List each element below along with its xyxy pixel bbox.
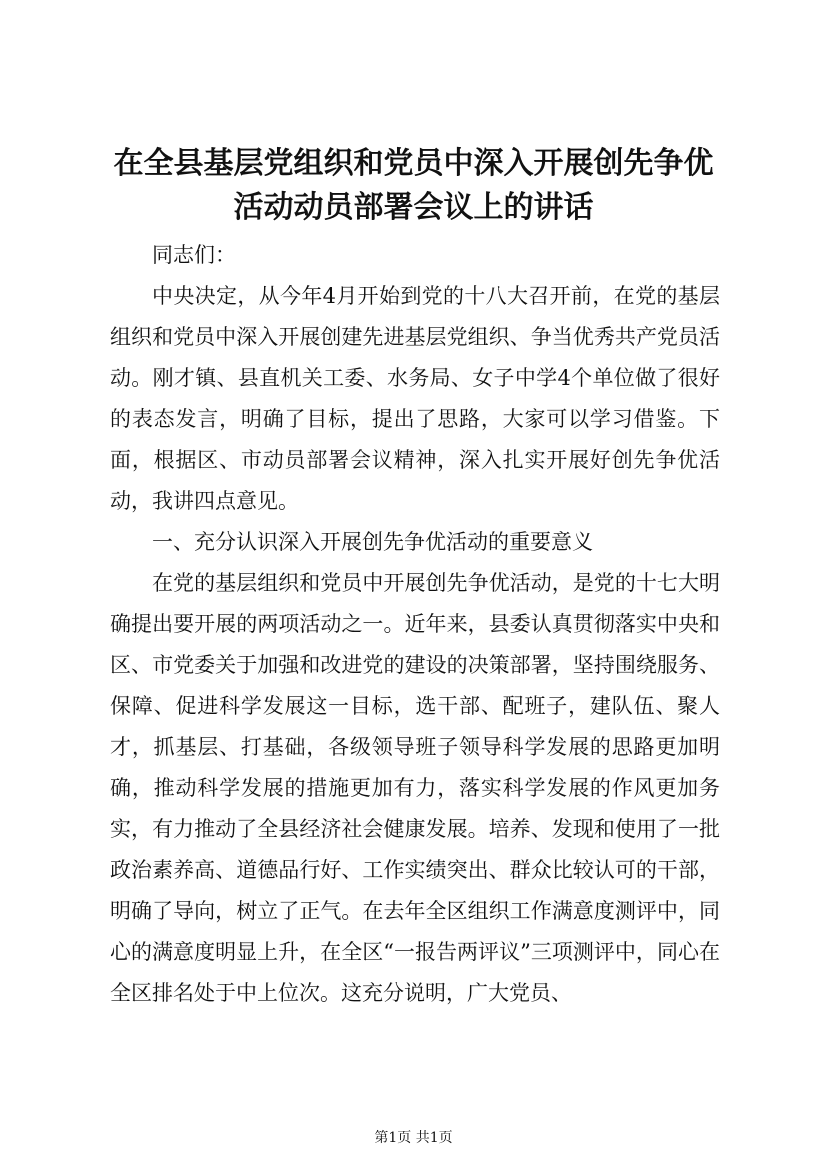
- document-body: [110, 235, 720, 1014]
- page-footer: 第1页 共1页: [374, 1130, 453, 1146]
- document-title: [100, 142, 727, 230]
- greeting: 同志们：: [152, 243, 236, 267]
- section-heading-1: 一、充分认识深入开展创先争优活动的重要意义: [152, 530, 593, 554]
- title-line-2: 活动动员部署会议上的讲话: [233, 190, 594, 225]
- paragraph-2: 在党的基层组织和党员中开展创先争优活动，是党的十七大明确提出要开展的两项活动之一。近年来，县委认真贯彻落实中央和区、市党委关于加强和改进党的建设的决策部署，坚持围绕服务、保障、促进科学发展这一目标，选干部、配班子，建队伍、聚人才，抓基层、打基础，各级领导班子领导科学发展的思路更加明确，推动科学发展的措施更加有力，落实科学发展的作风更加务实，有力推动了全县经济社会健康发展。培养、发现和使用了一批政治素养高、道德品行好、工作实绩突出、群众比较认可的干部，明确了导向，树立了正气。在去年全区组织工作满意度测评中，同心的满意度明显上升，在全区“一报告两评议”三项测评中，同心在全区排名处于中上位次。这充分说明，广大党员、: [110, 571, 720, 1005]
- title-line-1: 在全县基层党组织和党员中深入开展创先争优: [113, 146, 714, 181]
- paragraph-1: 中央决定，从今年4月开始到党的十八大召开前，在党的基层组织和党员中深入开展创建先进基层党组织、争当优秀共产党员活动。刚才镇、县直机关工委、水务局、女子中学4个单位做了很好的表态发言，明确了目标，提出了思路，大家可以学习借鉴。下面，根据区、市动员部署会议精神，深入扎实开展好创先争优活动，我讲四点意见。: [110, 284, 720, 513]
